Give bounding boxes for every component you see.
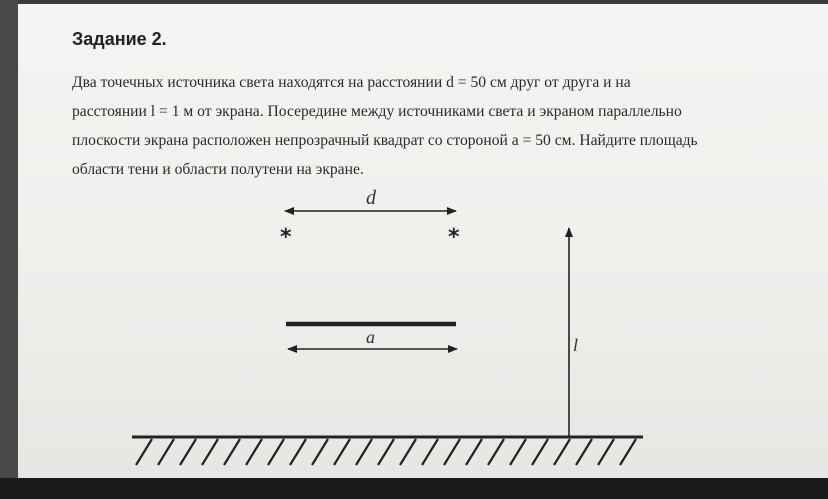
hatch-mark <box>532 439 548 465</box>
task-title: Задание 2. <box>72 29 167 49</box>
hatch-mark <box>444 439 460 465</box>
light-source-left: * <box>280 225 292 250</box>
task-line-1: Два точечных источника света находятся на расстоянии d = 50 см друг от друга и на <box>72 74 631 91</box>
hatch-mark <box>488 439 504 465</box>
hatch-mark <box>246 439 262 465</box>
hatch-mark <box>136 439 152 465</box>
hatch-mark <box>576 439 592 465</box>
hatch-mark <box>356 439 372 465</box>
label-l: l <box>573 335 579 355</box>
label-a: a <box>366 327 375 347</box>
hatch-mark <box>202 439 218 465</box>
hatch-mark <box>268 439 284 465</box>
screen-hatching <box>136 439 636 465</box>
hatch-mark <box>158 439 174 465</box>
hatch-mark <box>598 439 614 465</box>
hatch-mark <box>422 439 438 465</box>
hatch-mark <box>180 439 196 465</box>
hatch-mark <box>312 439 328 465</box>
hatch-mark <box>378 439 394 465</box>
light-source-right: * <box>448 225 460 250</box>
label-d: d <box>366 187 376 209</box>
hatch-mark <box>334 439 350 465</box>
hatch-mark <box>554 439 570 465</box>
task-line-2: расстоянии l = 1 м от экрана. Посередине между источниками света и экраном параллельно <box>72 103 682 120</box>
hatch-mark <box>466 439 482 465</box>
task-line-4: области тени и области полутени на экране. <box>72 161 364 178</box>
task-line-3: плоскости экрана расположен непрозрачный квадрат со стороной a = 50 см. Найдите площадь <box>72 132 698 149</box>
hatch-mark <box>224 439 240 465</box>
hatch-mark <box>400 439 416 465</box>
hatch-mark <box>510 439 526 465</box>
hatch-mark <box>620 439 636 465</box>
hatch-mark <box>290 439 306 465</box>
